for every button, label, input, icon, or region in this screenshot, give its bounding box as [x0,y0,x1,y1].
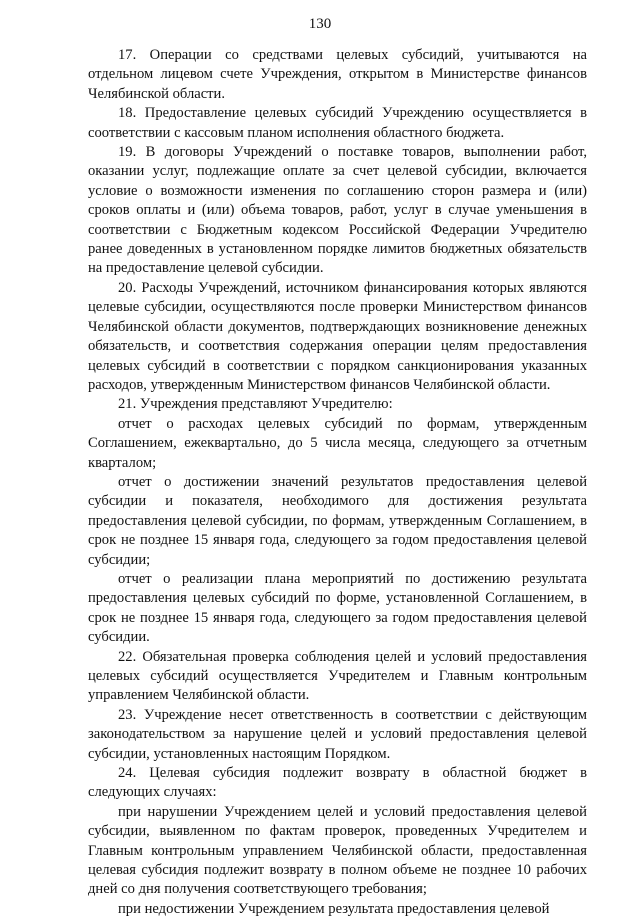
paragraph-17: 17. Операции со средствами целевых субсидий, учитываются на отдельном лицевом счете Учреждения, открытом в Министерстве финансов Челябинской области. [88,47,587,102]
paragraph-21-results-report: отчет о достижении значений результатов предоставления целевой субсидии и показателя, необходимого для достижения результата предоставления целевой субсидии, по формам, утвержденным Соглашением, в срок не позднее 15 января года, следующего за годом предоставления целевой субсидии; [88,473,587,568]
paragraph-23: 23. Учреждение несет ответственность в соответствии с действующим законодательством за нарушение целей и условий предоставления целевой субсидии, установленных настоящим Порядком. [88,706,587,762]
paragraph-24-violation-case: при нарушении Учреждением целей и условий предоставления целевой субсидии, выявленном по фактам проверок, проведенных Учредителем и Главным контрольным управлением Челябинской области, предоставленная целевая субсидия подлежит возврату в полном объеме не позднее 10 рабочих дней со дня получения соответствующего требования; [88,803,587,898]
paragraph-24-nonachievement-case: при недостижении Учреждением результата предоставления целевой [118,900,550,917]
paragraph-18: 18. Предоставление целевых субсидий Учреждению осуществляется в соответствии с кассовым планом исполнения областного бюджета. [88,105,587,141]
page-number: 130 [308,16,332,32]
paragraph-21: 21. Учреждения представляют Учредителю: [118,396,393,413]
paragraph-21-expense-report: отчет о расходах целевых субсидий по формам, утвержденным Соглашением, ежеквартально, до 5 числа месяца, следующего за отчетным кварталом; [88,415,587,471]
paragraph-20: 20. Расходы Учреждений, источником финансирования которых являются целевые субсидии, осуществляются после проверки Министерством финансов Челябинской области документов, подтверждающих возникновение денежных обязательств, и соответствия содержания операции целям предоставления целевых субсидий в соответствии с порядком санкционирования указанных расходов, утвержденным Министерством финансов Челябинской области. [88,279,587,393]
document-body [88,46,587,919]
paragraph-19: 19. В договоры Учреждений о поставке товаров, выполнении работ, оказании услуг, подлежащие оплате за счет целевой субсидии, включается условие о возможности изменения по соглашению сторон размера и (или) сроков оплаты и (или) объема товаров, работ, услуг в случае уменьшения в соответствии с Бюджетным кодексом Российской Федерации Учредителю ранее доведенных в установленном порядке лимитов бюджетных обязательств на предоставление целевой субсидии. [88,144,587,277]
paragraph-21-plan-report: отчет о реализации плана мероприятий по достижению результата предоставления целевых субсидий по форме, установленной Соглашением, в срок не позднее 15 января года, следующего за годом предоставления целевой субсидии. [88,570,587,646]
paragraph-22: 22. Обязательная проверка соблюдения целей и условий предоставления целевых субсидий осуществляется Учредителем и Главным контрольным управлением Челябинской области. [88,648,587,704]
paragraph-24: 24. Целевая субсидия подлежит возврату в областной бюджет в следующих случаях: [88,765,587,801]
